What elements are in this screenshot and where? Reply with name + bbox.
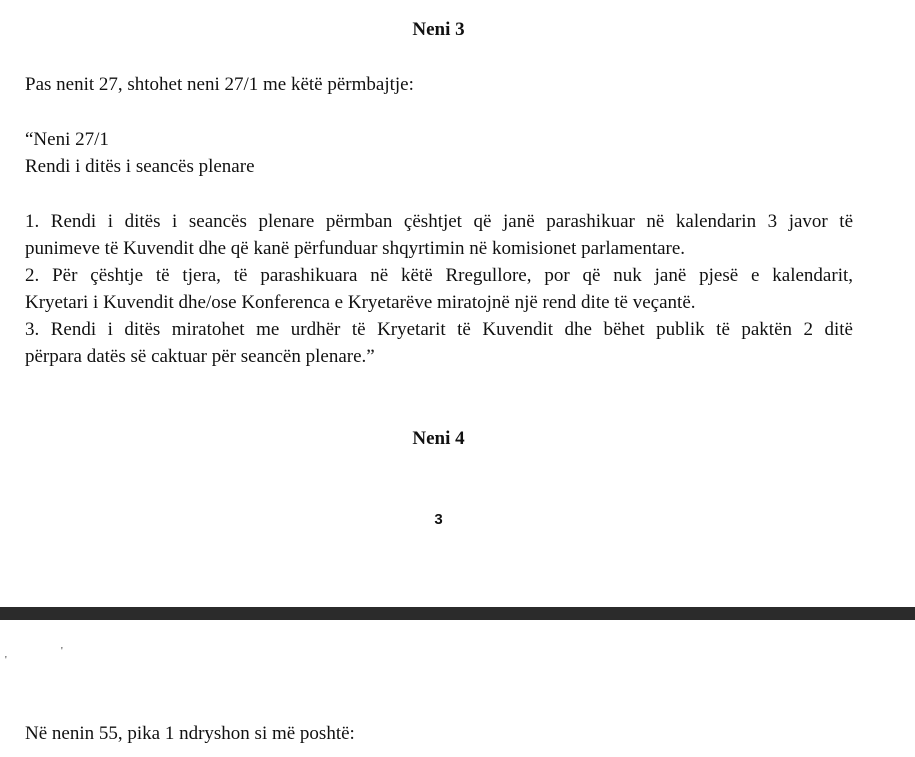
article-4-heading: Neni 4 <box>412 428 465 449</box>
article-3-heading: Neni 3 <box>412 19 465 40</box>
page-number: 3 <box>434 511 443 528</box>
page-separator <box>0 607 915 620</box>
paragraph-line-4: Kryetari i Kuvendit dhe/ose Konferenca e Kryetarëve miratojnë një rend dite të veçantë. <box>25 292 696 313</box>
quoted-article-subtitle: Rendi i ditës i seancës plenare <box>25 156 255 177</box>
scan-mark-left: ' <box>5 655 7 666</box>
paragraph-line-3: 2. Për çështje të tjera, të parashikuara në këtë Rregullore, por që nuk janë pjesë e kalendarit, <box>25 265 853 286</box>
paragraph-line-6: përpara datës së caktuar për seancën plenare.” <box>25 346 375 367</box>
quoted-article-title: “Neni 27/1 <box>25 129 109 150</box>
paragraph-line-1: 1. Rendi i ditës i seancës plenare përmban çështjet që janë parashikuar në kalendarin 3 javor të <box>25 211 853 232</box>
page-2-intro: Në nenin 55, pika 1 ndryshon si më poshtë: <box>25 723 355 744</box>
paragraph-line-5: 3. Rendi i ditës miratohet me urdhër të Kryetarit të Kuvendit dhe bëhet publik të paktën 2 ditë <box>25 319 853 340</box>
article-3-intro: Pas nenit 27, shtohet neni 27/1 me këtë përmbajtje: <box>25 74 414 95</box>
paragraph-line-2: punimeve të Kuvendit dhe që kanë përfunduar shqyrtimin në komisionet parlamentare. <box>25 238 686 259</box>
scan-mark-right: ' <box>61 646 63 657</box>
